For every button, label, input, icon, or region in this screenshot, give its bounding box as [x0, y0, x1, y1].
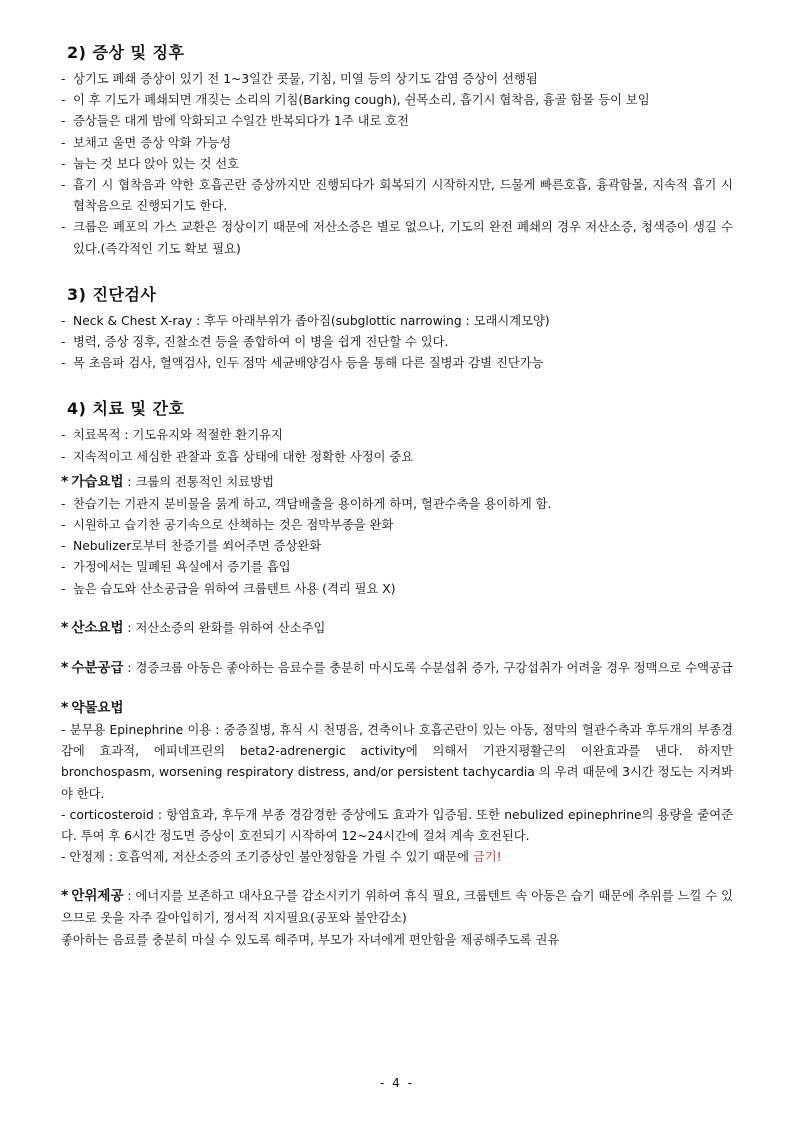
- page-number: - 4 -: [380, 1076, 414, 1090]
- epinephrine-paragraph: - 분무용 Epinephrine 이용 : 중증질병, 휴식 시 천명음, 견축이나 호흡곤란이 있는 아동, 점막의 혈관수축과 후두개의 부종경감에 효과적, 에피네프린의 beta2-adrenergic activity에 의해서 기관지평활근의 이완효과를 낸다. 하지만 bronchospasm, worsening respiratory distress, and/or persistent tachycardia 의 우려 때문에 3시간 정도는 지켜봐야 한다.: [61, 723, 733, 801]
- section-symptoms: [61, 40, 733, 260]
- subsection-desc: : 에너지를 보존하고 대사요구를 감소시키기 위하여 휴식 필요, 크룹텐트 속 아동은 습기 때문에 추위를 느낄 수 있으므로 옷을 자주 갈아입히기, 정서적 지지필요(공포와 불안감소): [61, 889, 733, 925]
- list-item: - 이 후 기도가 폐쇄되면 개짖는 소리의 기침(Barking cough), 쉰목소리, 흡기시 협착음, 흉골 함몰 등이 보임: [61, 90, 733, 111]
- humidity-heading: [61, 472, 733, 493]
- subsection-desc: : 저산소증의 완화를 위하여 산소주입: [123, 620, 326, 635]
- list-item: - 시원하고 습기찬 공기속으로 산책하는 것은 점막부종을 완화: [61, 515, 733, 536]
- bullet-star: *: [61, 659, 69, 676]
- diagnosis-list: [61, 311, 733, 375]
- subsection-label: 산소요법: [71, 619, 124, 636]
- section-title: 4) 치료 및 간호: [67, 399, 185, 419]
- comfort-extra: 좋아하는 음료를 충분히 마실 수 있도록 해주며, 부모가 자녀에게 편안함을 제공해주도록 권유: [61, 932, 560, 947]
- list-item: - 병력, 증상 징후, 진찰소견 등을 종합하여 이 병을 쉽게 진단할 수 있다.: [61, 332, 733, 353]
- list-item: - Nebulizer로부터 찬증기를 쐬어주면 증상완화: [61, 536, 733, 557]
- list-item: - 흡기 시 협착음과 약한 호흡곤란 증상까지만 진행되다가 회복되기 시작하지만, 드물게 빠른호흡, 흉곽함몰, 지속적 흡기 시 협착음으로 진행되기도 한다.: [61, 175, 733, 217]
- list-item: - 상기도 폐쇄 증상이 있기 전 1~3일간 콧물, 기침, 미열 등의 상기도 감염 증상이 선행됨: [61, 69, 733, 90]
- subsection-desc: : 경증크룹 아동은 좋아하는 음료수를 충분히 마시도록 수분섭취 증가, 구강섭취가 어려울 경우 정맥으로 수액공급: [123, 660, 733, 675]
- section-title: 2) 증상 및 징후: [67, 43, 185, 62]
- bullet-star: *: [61, 700, 69, 717]
- oxygen-heading: [61, 618, 733, 639]
- fluid-paragraph: [61, 658, 733, 679]
- list-item: - 보채고 울면 증상 악화 가능성: [61, 133, 733, 154]
- bullet-star: *: [61, 473, 69, 490]
- treatment-list: [61, 425, 733, 467]
- list-item: - Neck & Chest X-ray : 후두 아래부위가 좁아짐(subglottic narrowing : 모래시계모양): [61, 311, 733, 332]
- section-treatment: [61, 396, 733, 951]
- list-item: - 크룹은 폐포의 가스 교환은 정상이기 때문에 저산소증은 별로 없으나, 기도의 완전 폐쇄의 경우 저산소증, 청색증이 생길 수 있다.(즉각적인 기도 확보 필요): [61, 217, 733, 259]
- bullet-star: *: [61, 619, 69, 636]
- list-item: - 찬습기는 기관지 분비물을 묽게 하고, 객담배출을 용이하게 하며, 혈관수축을 용이하게 함.: [61, 494, 733, 515]
- list-item: - 증상들은 대게 밤에 악화되고 수일간 반복되다가 1주 내로 호전: [61, 111, 733, 132]
- contraindication-warning: 금기!: [472, 850, 502, 865]
- sedative-text: - 안정제 : 호흡억제, 저산소증의 조기증상인 불안정함을 가릴 수 있기 때문에: [61, 850, 473, 865]
- list-item: - 눕는 것 보다 앉아 있는 것 선호: [61, 154, 733, 175]
- corticosteroid-paragraph: - corticosteroid : 항염효과, 후두개 부종 경감경한 증상에도 효과가 입증됨. 또한 nebulized epinephrine의 용량을 줄여준다. 투여 후 6시간 정도면 증상이 호전되기 시작하여 12~24시간에 걸쳐 계속 호전된다.: [61, 807, 733, 844]
- sedative-paragraph: [61, 847, 733, 868]
- list-item: - 지속적이고 세심한 관찰과 호흡 상태에 대한 정확한 사정이 중요: [61, 447, 733, 468]
- list-item: - 치료목적 : 기도유지와 적절한 환기유지: [61, 425, 733, 446]
- list-item: - 가정에서는 밀폐된 욕실에서 증기를 흡입: [61, 557, 733, 578]
- subsection-desc: : 크룹의 전통적인 치료방법: [123, 474, 274, 489]
- drug-heading: [61, 698, 733, 719]
- symptoms-list: [61, 69, 733, 260]
- section-title: 3) 진단검사: [67, 284, 157, 304]
- subsection-label: 가습요법: [71, 473, 124, 490]
- subsection-label: 안위제공: [71, 888, 124, 905]
- document-page: [61, 40, 733, 973]
- bullet-star: *: [61, 888, 69, 905]
- humidity-list: [61, 494, 733, 600]
- list-item: - 높은 습도와 산소공급을 위하여 크룹텐트 사용 (격리 필요 X): [61, 579, 733, 600]
- list-item: - 목 초음파 검사, 혈액검사, 인두 점막 세균배양검사 등을 통해 다른 질병과 감별 진단가능: [61, 353, 733, 374]
- subsection-label: 수분공급: [71, 659, 124, 676]
- section-diagnosis: [61, 282, 733, 375]
- subsection-label: 약물요법: [71, 700, 124, 717]
- comfort-paragraph: [61, 886, 733, 928]
